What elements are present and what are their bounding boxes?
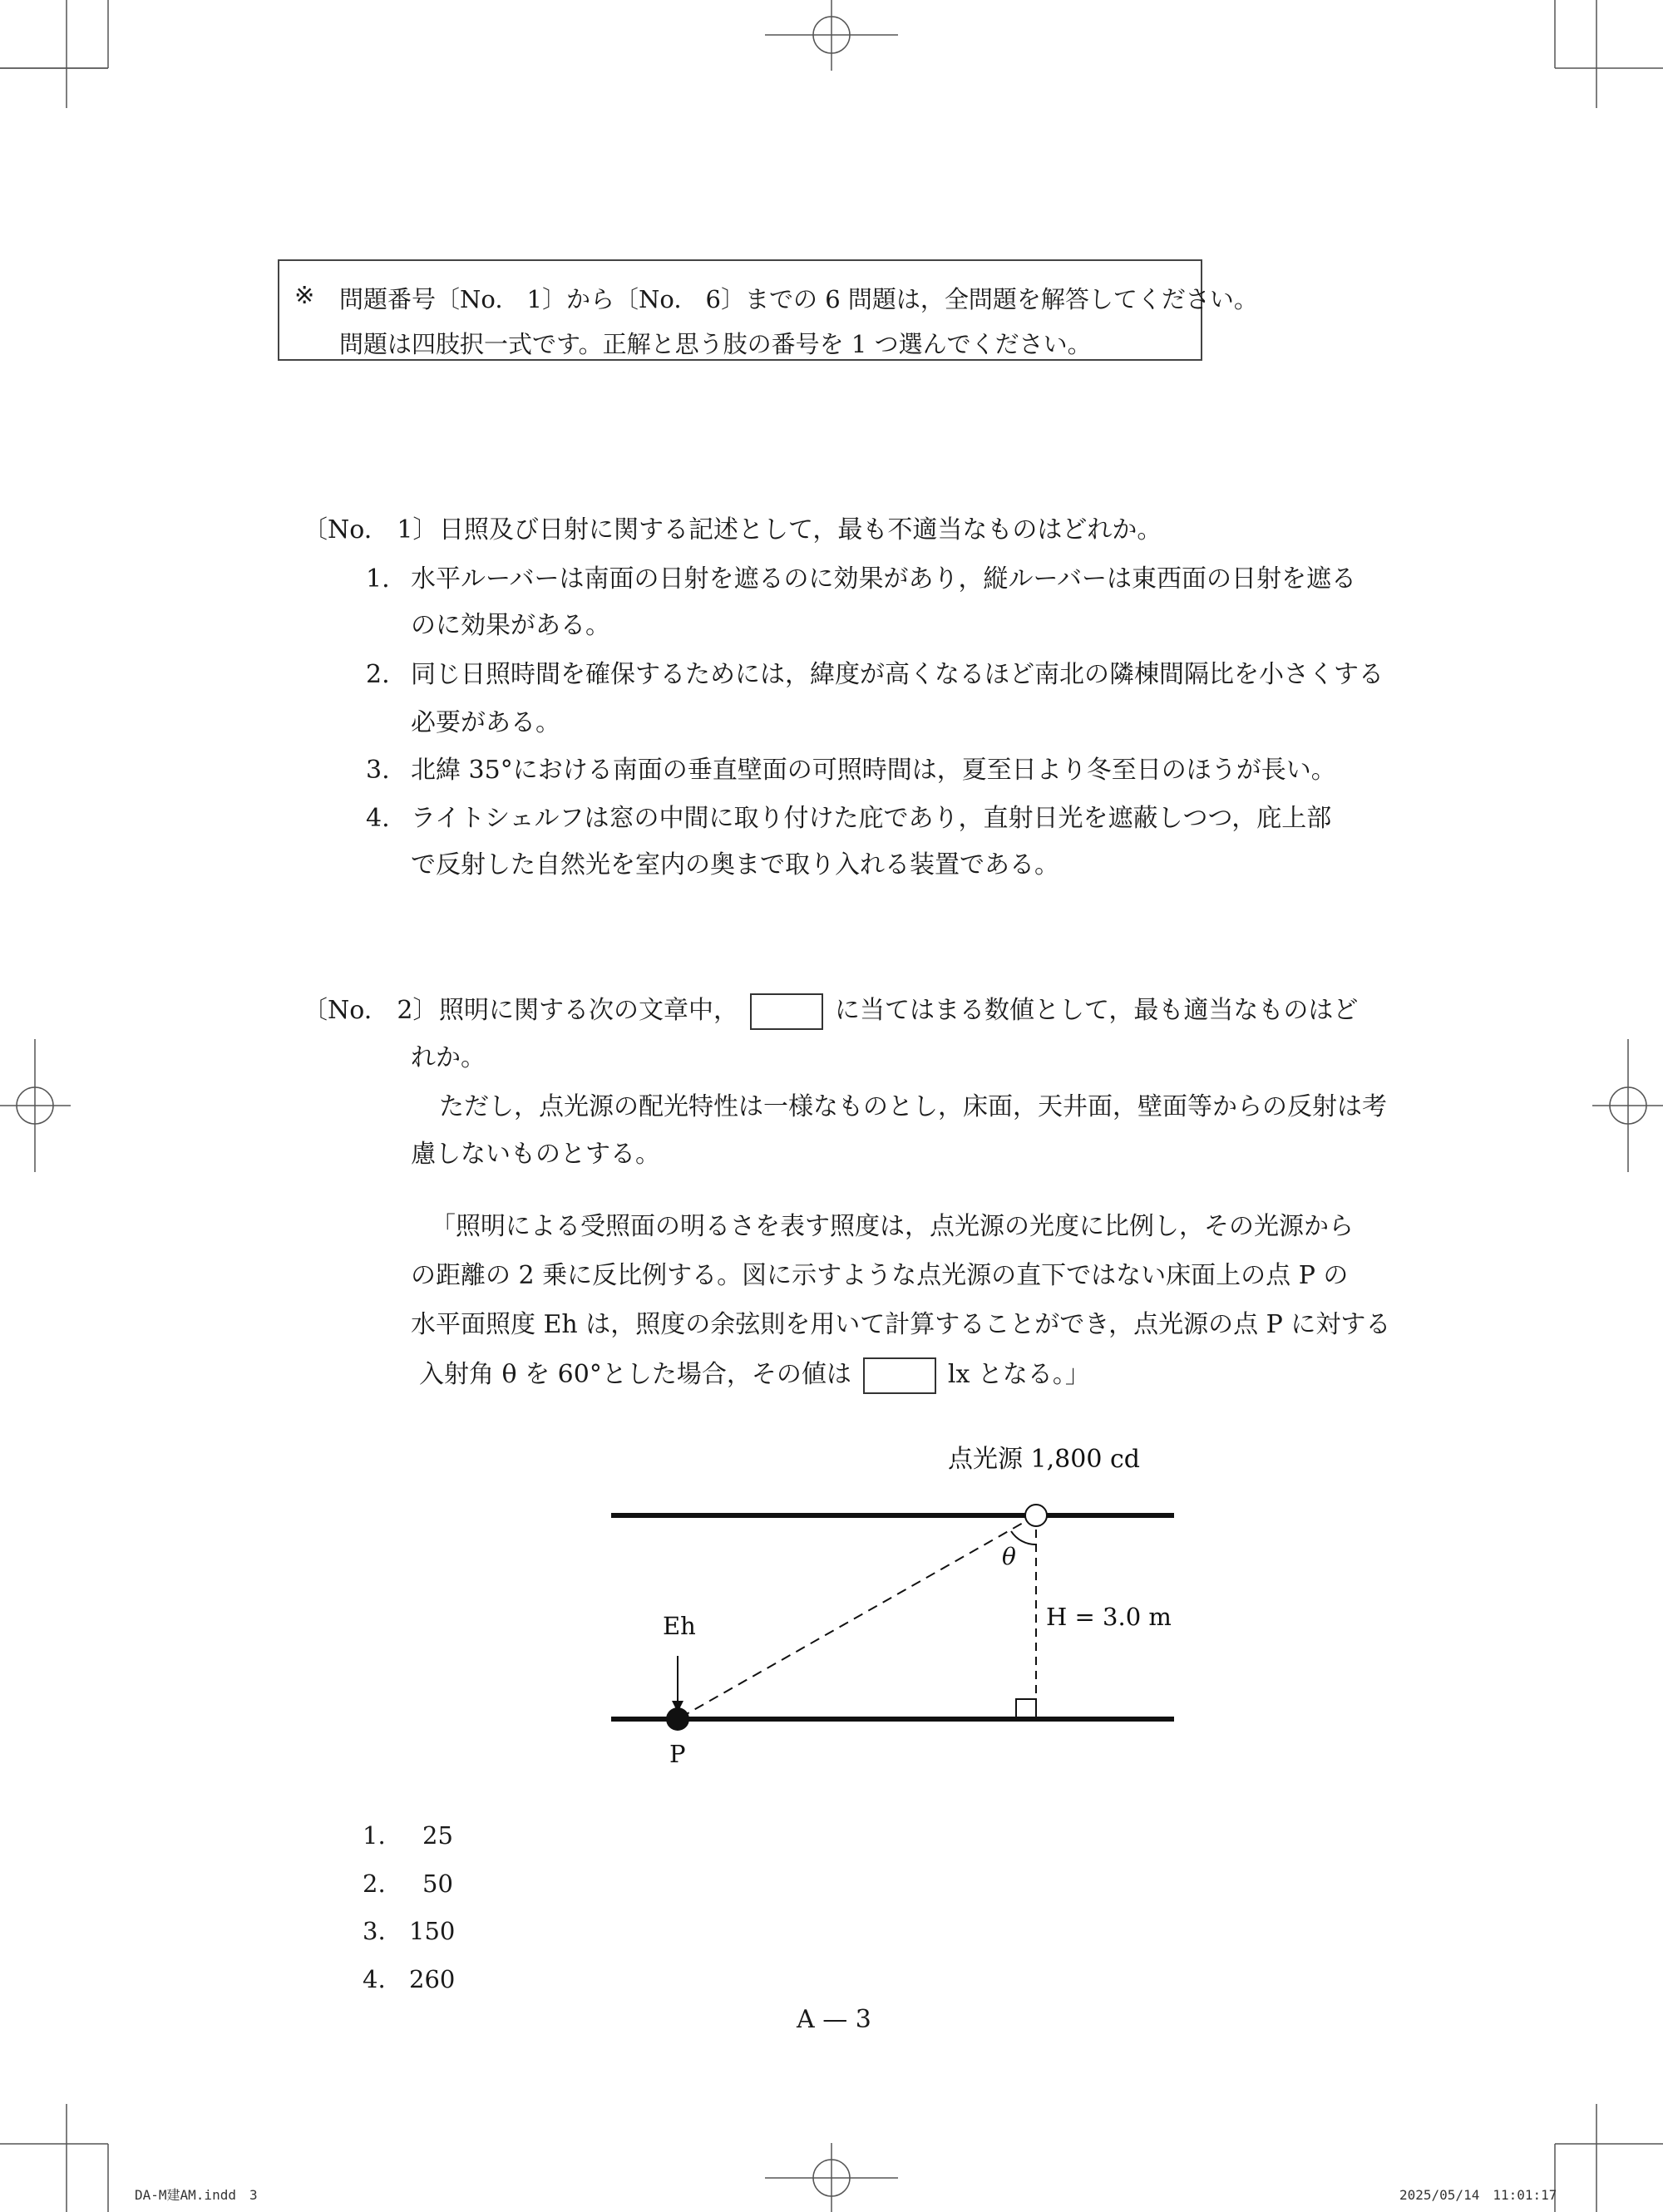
- p-label: P: [669, 1740, 686, 1768]
- q2-quote-line-3: 水平面照度 Eh は，照度の余弦則を用いて計算することができ，点光源の点 P に対する: [411, 1310, 1391, 1339]
- instruction-line-2: 問題は四肢択一式です。正解と思う肢の番号を 1 つ選んでください。: [339, 330, 1092, 358]
- q1-option-1-num: 1.: [366, 564, 390, 594]
- answer-3-num: 3.: [363, 1917, 386, 1945]
- answer-1-value: 25: [422, 1821, 453, 1850]
- instruction-box: [278, 259, 1258, 361]
- q2-quote-4b: lx となる。」: [947, 1360, 1090, 1389]
- q1-number: 〔No. 1〕: [303, 515, 438, 544]
- q2-quote-line-4: [419, 1357, 1090, 1394]
- q1-option-1-line1: 水平ルーバーは南面の日射を遮るのに効果があり，縦ルーバーは東西面の日射を遮る: [411, 564, 1356, 594]
- instruction-line-1: 問題番号〔No. 1〕から〔No. 6〕までの 6 問題は，全問題を解答してください。: [339, 285, 1258, 313]
- q2-quote-line-2: の距離の 2 乗に反比例する。図に示すような点光源の直下ではない床面上の点 P の: [411, 1261, 1349, 1290]
- q1-stem: 日照及び日射に関する記述として，最も不適当なものはどれか。: [439, 515, 1162, 544]
- answer-4-value: 260: [409, 1965, 456, 1993]
- q1-option-2-num: 2.: [366, 660, 390, 689]
- q2-quote-4a: 入射角 θ を 60°とした場合，その値は: [419, 1360, 851, 1389]
- q2-stem-a: 照明に関する次の文章中，: [439, 996, 738, 1025]
- light-source-icon: [1025, 1505, 1047, 1526]
- footer-file: DA-M建AM.indd 3: [135, 2187, 258, 2203]
- answer-2-num: 2.: [363, 1870, 386, 1898]
- answer-blank-2: [863, 1357, 936, 1394]
- notice-mark: ※: [294, 281, 315, 309]
- q2-stem-c: れか。: [411, 1043, 486, 1072]
- incident-ray: [678, 1515, 1036, 1719]
- q1-option-4-num: 4.: [366, 804, 390, 833]
- q1-option-2-line2: 必要がある。: [411, 708, 560, 737]
- answer-2-value: 50: [422, 1870, 453, 1898]
- eh-label: Eh: [663, 1612, 696, 1640]
- source-label: 点光源 1,800 cd: [948, 1445, 1140, 1474]
- q1-option-4-line1: ライトシェルフは窓の中間に取り付けた庇であり，直射日光を遮蔽しつつ，庇上部: [411, 804, 1332, 833]
- answer-1-num: 1.: [363, 1821, 386, 1850]
- answer-3-value: 150: [409, 1917, 456, 1945]
- answer-4-num: 4.: [363, 1965, 386, 1993]
- q2-stem-line-1: [439, 993, 1358, 1030]
- theta-label: θ: [1002, 1543, 1016, 1570]
- footer-timestamp: 2025/05/14 11:01:17: [1399, 2187, 1557, 2203]
- q2-stem-b: に当てはまる数値として，最も適当なものはど: [835, 996, 1359, 1025]
- q2-number: 〔No. 2〕: [303, 996, 438, 1025]
- q2-note-line-2: 慮しないものとする。: [411, 1140, 660, 1169]
- q1-option-3-num: 3.: [366, 756, 390, 785]
- right-angle-mark: [1016, 1699, 1036, 1719]
- illuminance-diagram: [582, 1438, 1214, 1779]
- q1-option-1-line2: のに効果がある。: [411, 611, 610, 640]
- q1-option-4-line2: で反射した自然光を室内の奥まで取り入れる装置である。: [411, 850, 1059, 879]
- height-label: H = 3.0 m: [1046, 1603, 1172, 1631]
- q1-option-2-line1: 同じ日照時間を確保するためには，緯度が高くなるほど南北の隣棟間隔比を小さくする: [411, 660, 1384, 689]
- q2-note-line-1: ただし，点光源の配光特性は一様なものとし，床面，天井面，壁面等からの反射は考: [439, 1092, 1387, 1121]
- q2-quote-line-1: 「照明による受照面の明るさを表す照度は，点光源の光度に比例し，その光源から: [431, 1212, 1354, 1241]
- page-number: A — 3: [797, 2005, 871, 2034]
- q1-option-3-line1: 北緯 35°における南面の垂直壁面の可照時間は，夏至日より冬至日のほうが長い。: [411, 756, 1336, 785]
- point-p-marker: [666, 1707, 689, 1731]
- answer-blank: [750, 993, 823, 1030]
